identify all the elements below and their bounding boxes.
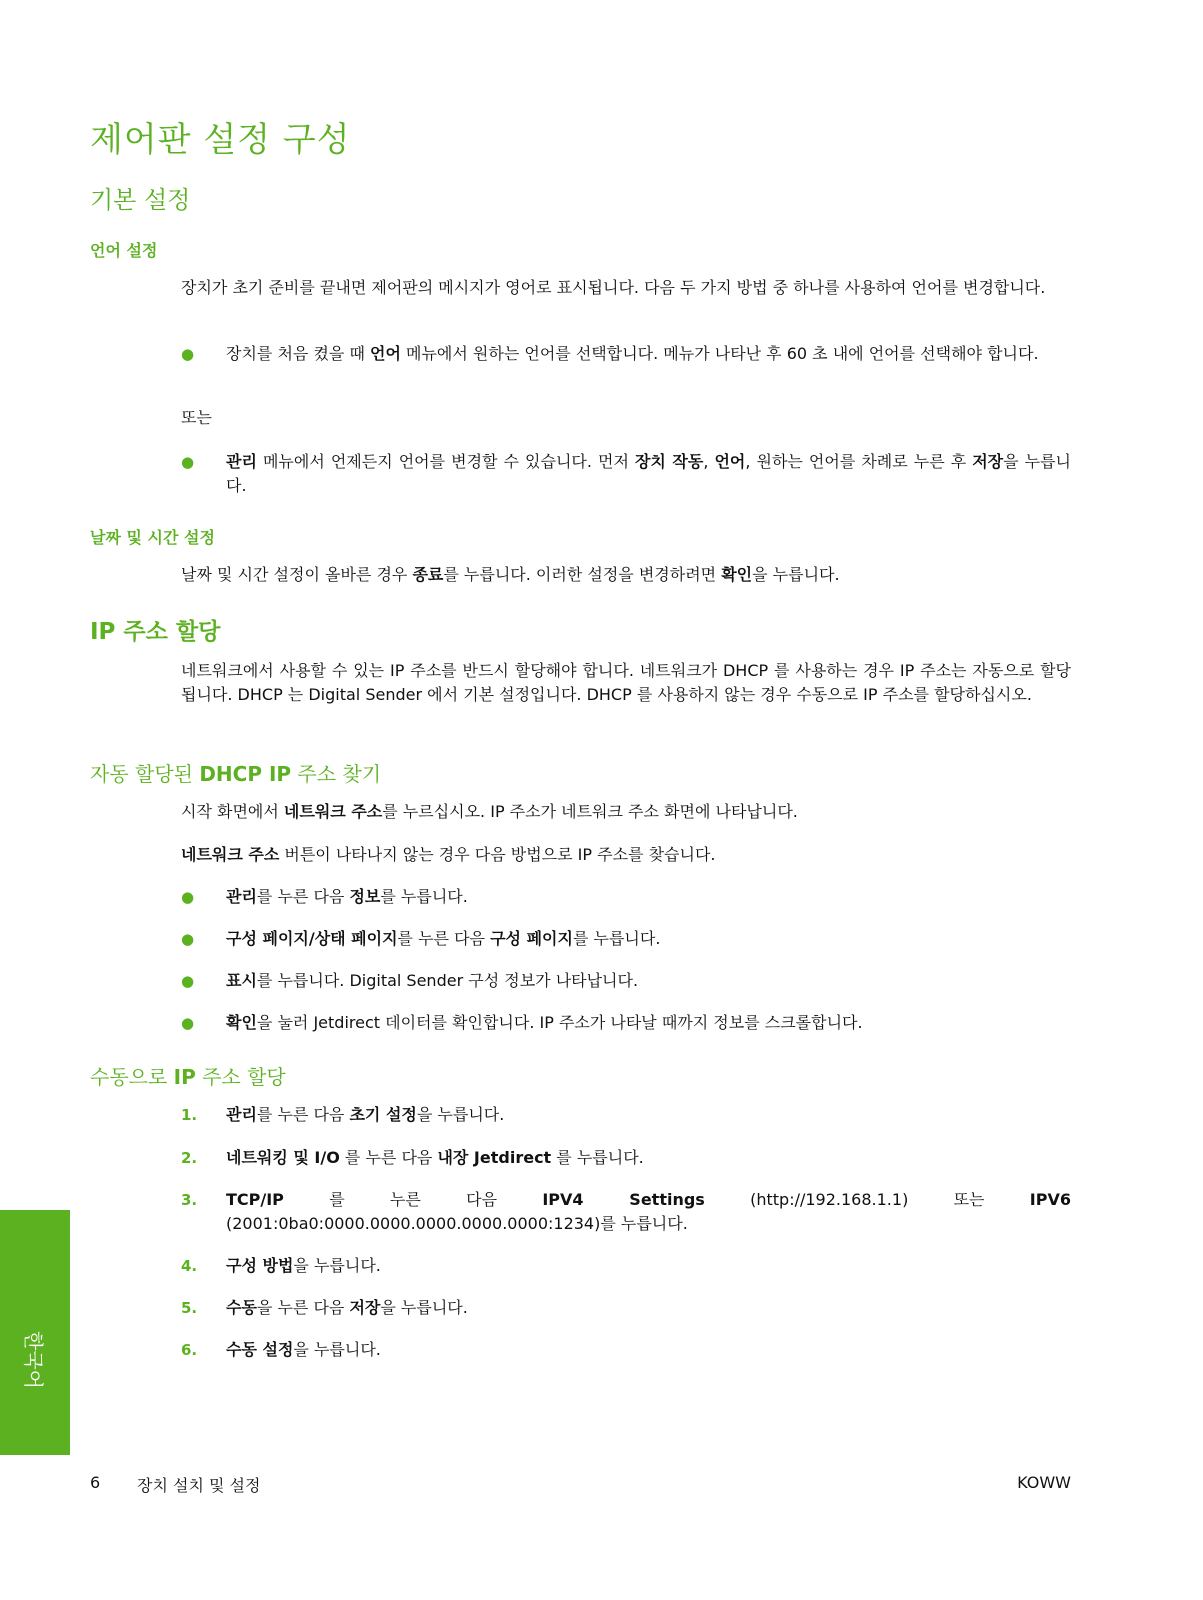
page-number: 6 <box>90 1473 101 1492</box>
bullet-icon: ● <box>181 453 195 471</box>
step-number: 4. <box>181 1257 198 1275</box>
bullet-icon: ● <box>181 888 195 906</box>
list-item-text: 네트워킹 및 I/O 를 누른 다음 내장 Jetdirect 를 누릅니다. <box>226 1148 644 1167</box>
subheading-datetime: 날짜 및 시간 설정 <box>90 528 215 547</box>
dhcp-para-1: 시작 화면에서 네트워크 주소를 누르십시오. IP 주소가 네트워크 주소 화면에 나타납니다. <box>181 802 798 821</box>
datetime-text: 날짜 및 시간 설정이 올바른 경우 종료를 누릅니다. 이러한 설정을 변경하려면 확인을 누릅니다. <box>181 565 840 584</box>
step-number: 1. <box>181 1106 198 1124</box>
list-item-text: 표시를 누릅니다. Digital Sender 구성 정보가 나타납니다. <box>226 971 639 990</box>
footer-code: KOWW <box>1017 1473 1071 1492</box>
list-item-text: 관리를 누른 다음 초기 설정을 누릅니다. <box>226 1105 505 1124</box>
step-number: 3. <box>181 1191 198 1209</box>
footer-section-title: 장치 설치 및 설정 <box>137 1476 261 1495</box>
dhcp-para-2: 네트워크 주소 버튼이 나타나지 않는 경우 다음 방법으로 IP 주소를 찾습니다. <box>181 845 716 864</box>
list-item-text: 구성 방법을 누릅니다. <box>226 1256 381 1275</box>
bullet-icon: ● <box>181 972 195 990</box>
bullet-icon: ● <box>181 930 195 948</box>
section-heading-manual: 수동으로 IP 주소 할당 <box>90 1065 286 1089</box>
step-number: 6. <box>181 1341 198 1359</box>
bullet-icon: ● <box>181 345 195 363</box>
side-tab-label: 한국어 <box>21 1331 46 1389</box>
language-side-tab <box>0 1210 70 1455</box>
section-heading-ip: IP 주소 할당 <box>90 619 221 645</box>
language-intro: 장치가 초기 준비를 끝내면 제어판의 메시지가 영어로 표시됩니다. 다음 두 가지 방법 중 하나를 사용하여 언어를 변경합니다. <box>181 278 1046 297</box>
step-number: 2. <box>181 1149 198 1167</box>
section-heading-dhcp: 자동 할당된 DHCP IP 주소 찾기 <box>90 762 382 786</box>
list-item-text: 수동 설정을 누릅니다. <box>226 1340 381 1359</box>
list-item-text: 관리 메뉴에서 언제든지 언어를 변경할 수 있습니다. 먼저 장치 작동, 언어, 원하는 언어를 차례로 누른 후 저장을 누릅니다. <box>226 452 1071 495</box>
bullet-icon: ● <box>181 1014 195 1032</box>
list-item-text: 확인을 눌러 Jetdirect 데이터를 확인합니다. IP 주소가 나타날 때까지 정보를 스크롤합니다. <box>226 1013 863 1032</box>
section-heading-basic: 기본 설정 <box>90 186 191 214</box>
list-item-text: 구성 페이지/상태 페이지를 누른 다음 구성 페이지를 누릅니다. <box>226 929 661 948</box>
list-item-text: 수동을 누른 다음 저장을 누릅니다. <box>226 1298 468 1317</box>
subheading-language: 언어 설정 <box>90 241 158 260</box>
list-item-text: 관리를 누른 다음 정보를 누릅니다. <box>226 887 468 906</box>
step-number: 5. <box>181 1299 198 1317</box>
page-title: 제어판 설정 구성 <box>90 120 351 160</box>
ip-body: 네트워크에서 사용할 수 있는 IP 주소를 반드시 할당해야 합니다. 네트워크가 DHCP 를 사용하는 경우 IP 주소는 자동으로 할당됩니다. DHCP 는 Digital Sender 에서 기본 설정입니다. DHCP 를 사용하지 않는 경우 수동으로 IP 주소를 할당하십시오. <box>181 661 1071 704</box>
list-item-text: TCP/IP 를 누른 다음 IPV4 Settings (http://192.168.1.1) 또는 IPV6 (2001:0ba0:0000.0000.0000.0000.0000:1234)를 누릅니다. <box>226 1190 1071 1233</box>
or-text: 또는 <box>181 408 212 427</box>
list-item-text: 장치를 처음 켰을 때 언어 메뉴에서 원하는 언어를 선택합니다. 메뉴가 나타난 후 60 초 내에 언어를 선택해야 합니다. <box>226 344 1039 363</box>
